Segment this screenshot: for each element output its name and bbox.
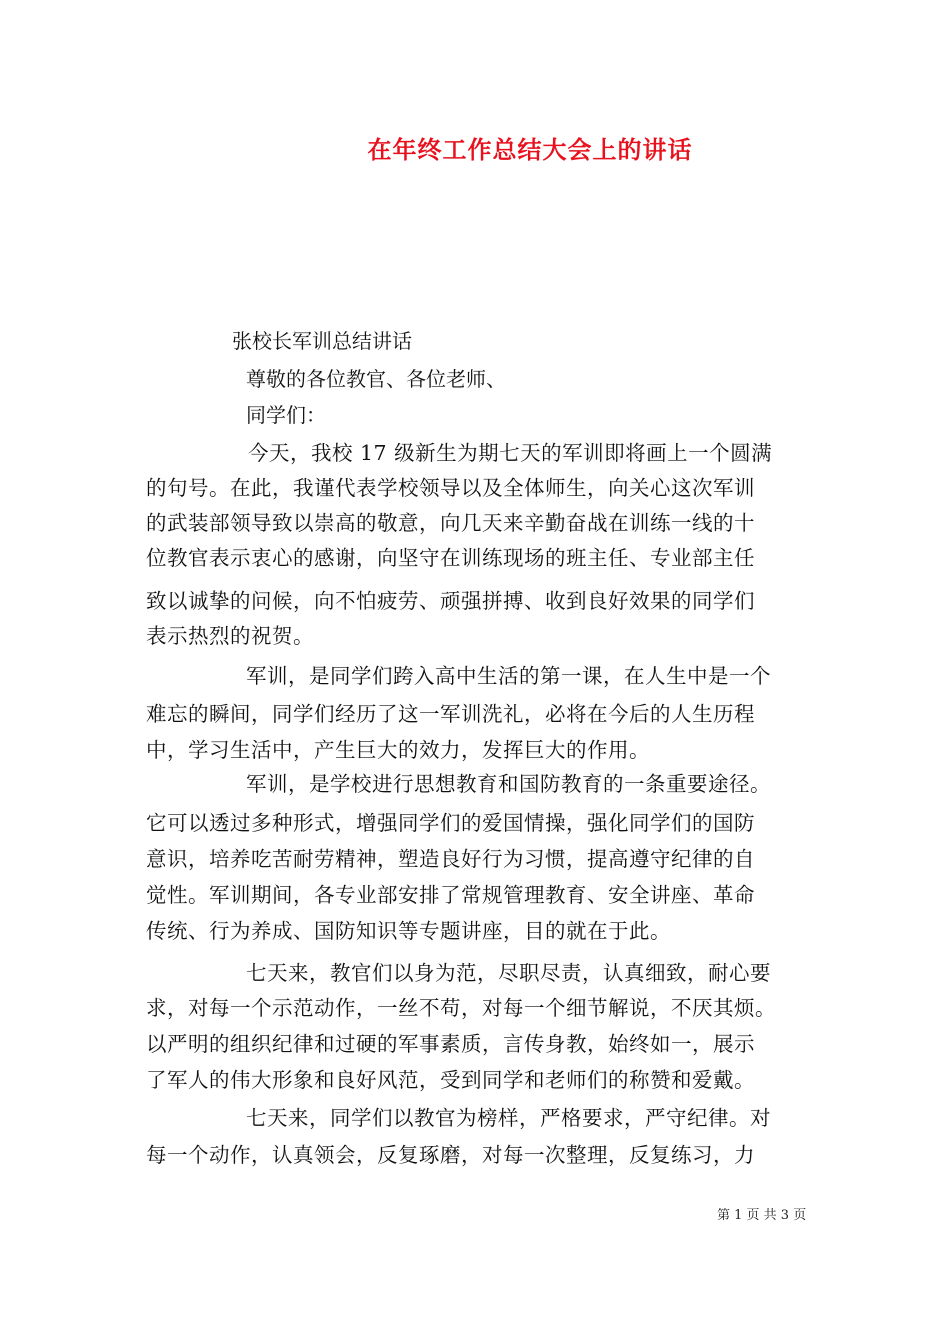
body-line: 它可以透过多种形式，增强同学们的爱国情操，强化同学们的国防: [146, 811, 755, 835]
body-line: 了军人的伟大形象和良好风范，受到同学和老师们的称赞和爱戴。: [146, 1068, 755, 1092]
page-footer: 第 1 页 共 3 页: [717, 1208, 807, 1223]
salutation-line-1: 尊敬的各位教官、各位老师、: [246, 367, 506, 391]
body-line: 中，学习生活中，产生巨大的效力，发挥巨大的作用。: [146, 738, 650, 762]
body-line: 位教官表示衷心的感谢，向坚守在训练现场的班主任、专业部主任: [146, 546, 755, 570]
body-line: 难忘的瞬间，同学们经历了这一军训洗礼，必将在今后的人生历程: [146, 702, 755, 726]
salutation-line-2: 同学们：: [246, 403, 326, 427]
body-line: 传统、行为养成、国防知识等专题讲座，目的就在于此。: [146, 919, 671, 943]
document-title: 在年终工作总结大会上的讲话: [367, 135, 693, 164]
body-line: 的武装部领导致以崇高的敬意，向几天来辛勤奋战在训练一线的十: [146, 511, 755, 535]
speech-heading: 张校长军训总结讲话: [232, 329, 412, 353]
body-line: 致以诚挚的问候，向不怕疲劳、顽强拼搏、收到良好效果的同学们: [146, 589, 755, 613]
body-line: 七天来，教官们以身为范，尽职尽责，认真细致，耐心要: [246, 961, 771, 985]
body-line: 表示热烈的祝贺。: [146, 624, 314, 648]
body-line: 以严明的组织纪律和过硬的军事素质，言传身教，始终如一，展示: [146, 1032, 755, 1056]
body-line: 觉性。军训期间，各专业部安排了常规管理教育、安全讲座、革命: [146, 883, 755, 907]
body-line: 七天来，同学们以教官为榜样，严格要求，严守纪律。对: [246, 1106, 771, 1130]
body-line: 求，对每一个示范动作，一丝不苟，对每一个细节解说，不厌其烦。: [146, 996, 776, 1020]
body-line: 每一个动作，认真领会，反复琢磨，对每一次整理，反复练习，力: [146, 1143, 755, 1167]
body-line: 军训，是学校进行思想教育和国防教育的一条重要途径。: [246, 772, 771, 796]
body-line: 的句号。在此，我谨代表学校领导以及全体师生，向关心这次军训: [146, 476, 755, 500]
body-line: 意识，培养吃苦耐劳精神，塑造良好行为习惯，提高遵守纪律的自: [146, 847, 755, 871]
body-line: 今天，我校 17 级新生为期七天的军训即将画上一个圆满: [248, 441, 773, 465]
body-line: 军训，是同学们跨入高中生活的第一课，在人生中是一个: [246, 664, 771, 688]
